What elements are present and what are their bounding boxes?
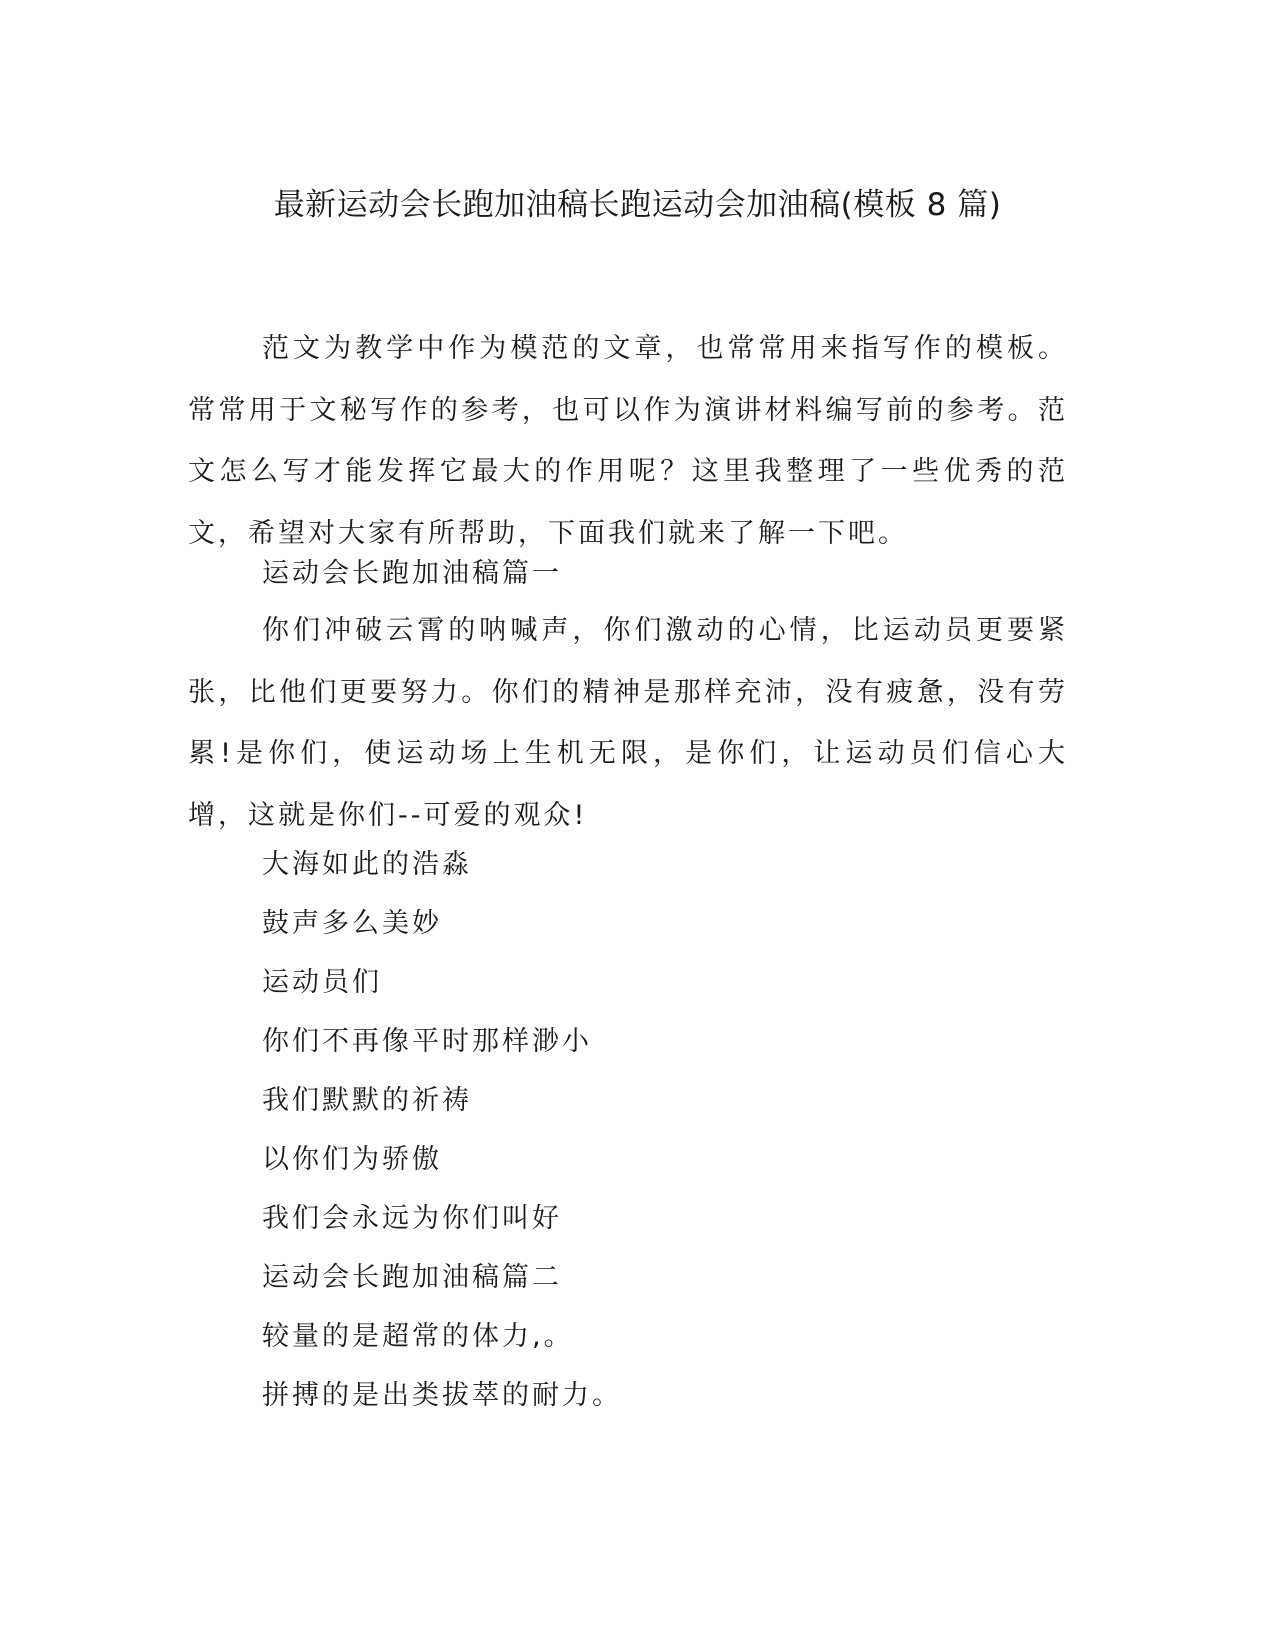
poem-line: 你们不再像平时那样渺小 — [262, 1026, 592, 1057]
text-line: 较量的是超常的体力,。 — [262, 1321, 574, 1352]
document-title: 最新运动会长跑加油稿长跑运动会加油稿(模板 8 篇) — [273, 187, 1002, 223]
section-heading-1: 运动会长跑加油稿篇一 — [262, 558, 562, 589]
paragraph-1: 你们冲破云霄的呐喊声，你们激动的心情，比运动员更要紧张，比他们更要努力。你们的精神是那样充沛，没有疲惫，没有劳累!是你们，使运动场上生机无限，是你们，让运动员们信心大增，这就是你们--可爱的观众! — [188, 615, 1068, 831]
section-heading-2: 运动会长跑加油稿篇二 — [262, 1262, 562, 1293]
poem-line: 我们默默的祈祷 — [262, 1085, 472, 1116]
poem-line: 以你们为骄傲 — [262, 1144, 442, 1175]
text-line: 拼搏的是出类拔萃的耐力。 — [262, 1380, 622, 1411]
poem-line: 鼓声多么美妙 — [262, 908, 442, 939]
poem-line: 运动员们 — [262, 967, 382, 998]
poem-line: 大海如此的浩淼 — [262, 849, 472, 880]
intro-paragraph: 范文为教学中作为模范的文章，也常常用来指写作的模板。常常用于文秘写作的参考，也可以作为演讲材料编写前的参考。范文怎么写才能发挥它最大的作用呢？这里我整理了一些优秀的范文，希望对大家有所帮助，下面我们就来了解一下吧。 — [188, 333, 1068, 549]
poem-line: 我们会永远为你们叫好 — [262, 1203, 562, 1234]
